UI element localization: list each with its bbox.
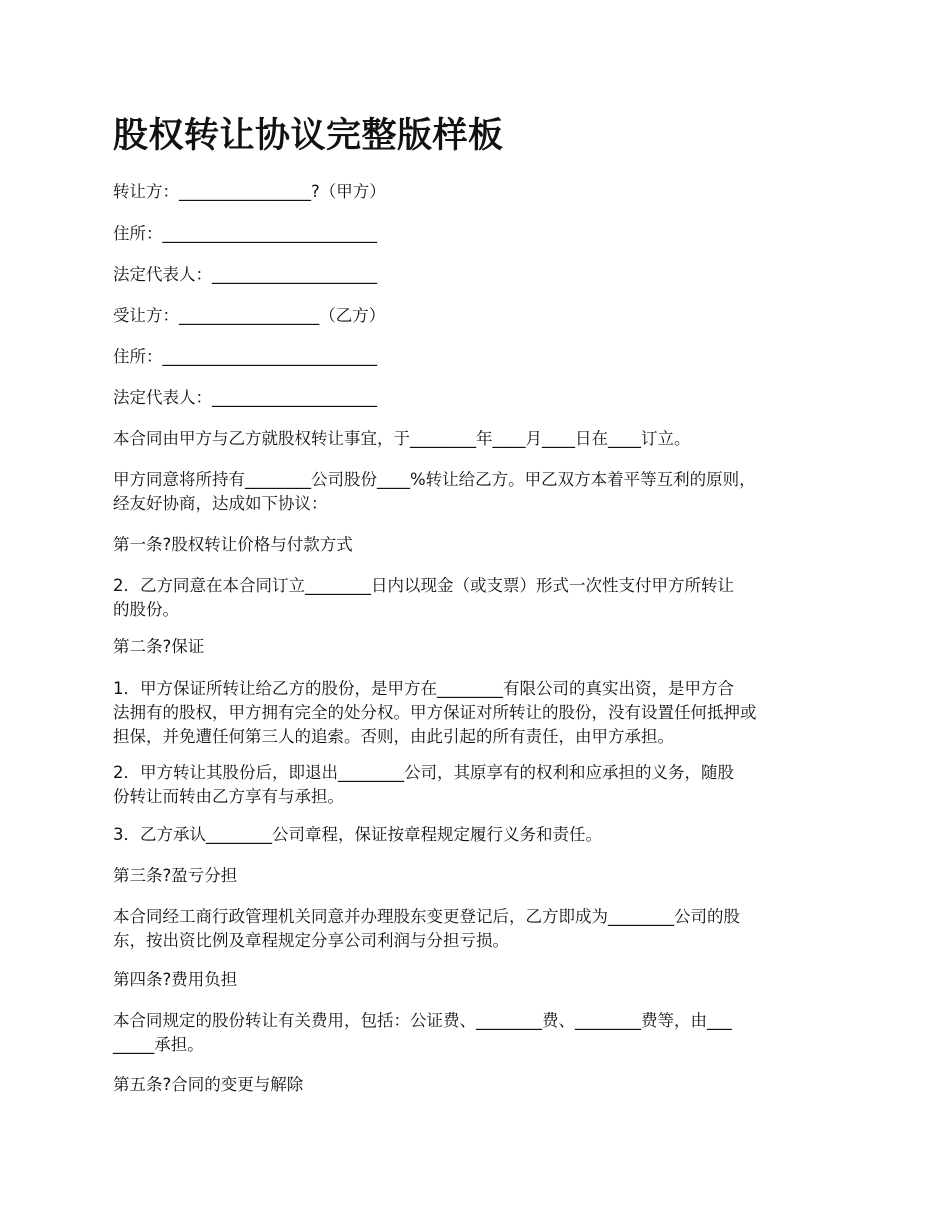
- article-3-body-line-2: 东，按出资比例及章程规定分享公司利润与分担亏损。: [113, 931, 509, 950]
- transferee-representative-line: 法定代表人：____________________: [113, 388, 377, 407]
- article-1-clause-2-line-2: 的股份。: [113, 600, 179, 619]
- article-4-body-line-1: 本合同规定的股份转让有关费用，包括：公证费、________费、________费等，由___: [113, 1011, 732, 1030]
- article-2-clause-2-line-1: 2．甲方转让其股份后，即退出________公司，其原享有的权利和应承担的义务，随股: [113, 763, 734, 782]
- share-transfer-line-2: 经友好协商，达成如下协议：: [113, 494, 328, 513]
- article-1-heading: 第一条?股权转让价格与付款方式: [113, 535, 353, 554]
- article-2-heading: 第二条?保证: [113, 637, 205, 656]
- transferee-address-line: 住所：__________________________: [113, 347, 377, 366]
- transferor-line: 转让方：________________?（甲方）: [113, 182, 386, 201]
- article-4-heading: 第四条?费用负担: [113, 970, 238, 989]
- share-transfer-line-1: 甲方同意将所持有________公司股份____%转让给乙方。甲乙双方本着平等互利的原则，: [113, 470, 756, 489]
- article-4-body-line-2: _____承担。: [113, 1035, 204, 1054]
- article-5-heading: 第五条?合同的变更与解除: [113, 1075, 304, 1094]
- article-1-clause-2-line-1: 2．乙方同意在本合同订立________日内以现金（或支票）形式一次性支付甲方所转让: [113, 576, 734, 595]
- transferee-line: 受让方：_________________（乙方）: [113, 306, 386, 325]
- article-2-clause-1-line-3: 担保，并免遭任何第三人的追索。否则，由此引起的所有责任，由甲方承担。: [113, 727, 674, 746]
- article-2-clause-1-line-1: 1．甲方保证所转让给乙方的股份，是甲方在________有限公司的真实出资，是甲方合: [113, 679, 734, 698]
- document-title: 股权转让协议完整版样板: [113, 116, 504, 156]
- contract-date-line: 本合同由甲方与乙方就股权转让事宜，于________年____月____日在____订立。: [113, 429, 691, 448]
- article-3-heading: 第三条?盈亏分担: [113, 866, 238, 885]
- transferor-address-line: 住所：__________________________: [113, 224, 377, 243]
- article-3-body-line-1: 本合同经工商行政管理机关同意并办理股东变更登记后，乙方即成为________公司的股: [113, 907, 740, 926]
- article-2-clause-3-line: 3．乙方承认________公司章程，保证按章程规定履行义务和责任。: [113, 825, 602, 844]
- transferor-representative-line: 法定代表人：____________________: [113, 265, 377, 284]
- article-2-clause-2-line-2: 份转让而转由乙方享有与承担。: [113, 787, 344, 806]
- article-2-clause-1-line-2: 法拥有的股权，甲方拥有完全的处分权。甲方保证对所转让的股份，没有设置任何抵押或: [113, 703, 757, 722]
